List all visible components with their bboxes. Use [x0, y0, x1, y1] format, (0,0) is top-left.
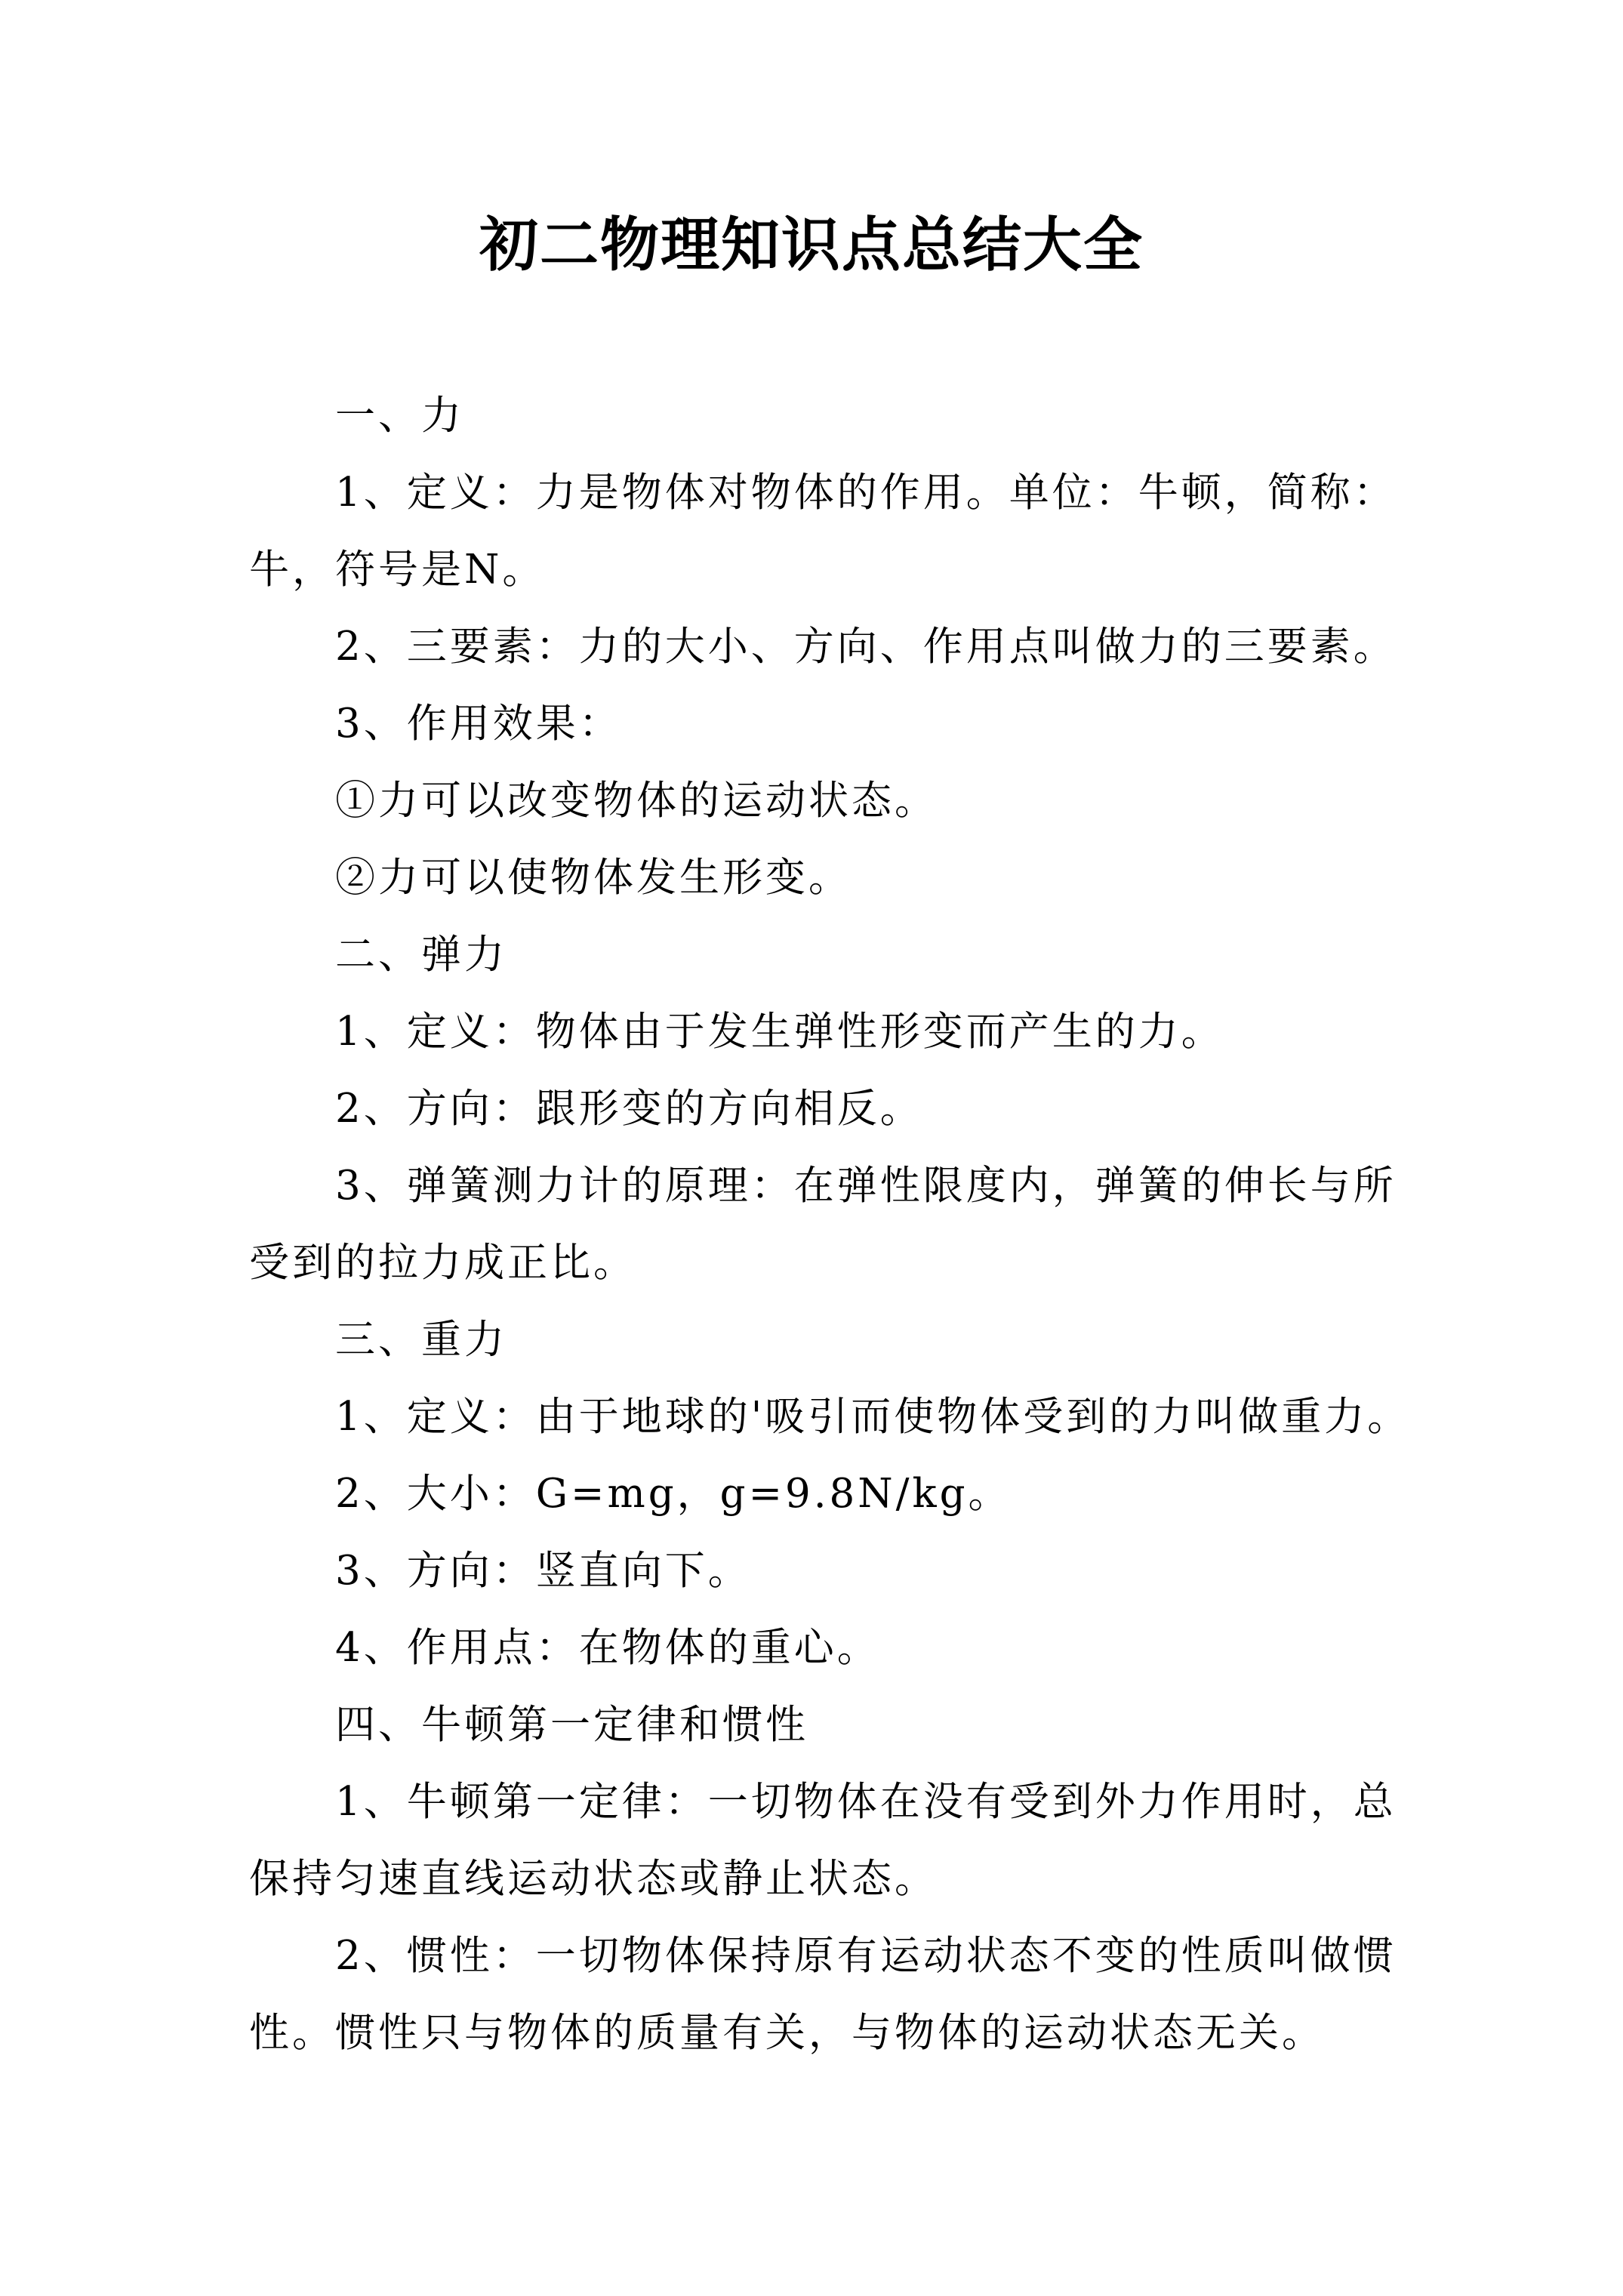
paragraph-force-three-elements: 2、三要素：力的大小、方向、作用点叫做力的三要素。	[335, 624, 1397, 670]
section-heading-force: 一、力	[335, 393, 464, 439]
paragraph-inertia: 2、惯性：一切物体保持原有运动状态不变的性质叫做惯性。惯性只与物体的质量有关，与物体的运动状态无关。	[249, 1933, 1397, 2056]
paragraph-elastic-definition: 1、定义：物体由于发生弹性形变而产生的力。	[335, 1009, 1224, 1055]
section-heading-elastic-force: 二、弹力	[335, 932, 507, 978]
document-title: 初二物理知识点总结大全	[479, 211, 1144, 279]
paragraph-force-effect-2: ②力可以使物体发生形变。	[335, 855, 852, 901]
document-body	[249, 378, 1412, 2072]
paragraph-force-effect-1: ①力可以改变物体的运动状态。	[335, 778, 938, 824]
paragraph-gravity-point: 4、作用点：在物体的重心。	[335, 1625, 880, 1671]
section-heading-newton-first-law: 四、牛顿第一定律和惯性	[335, 1702, 808, 1748]
paragraph-force-definition: 1、定义：力是物体对物体的作用。单位：牛顿，简称：牛，符号是N。	[249, 470, 1397, 593]
paragraph-gravity-definition: 1、定义：由于地球的'吸引而使物体受到的力叫做重力。	[335, 1394, 1411, 1440]
section-heading-gravity: 三、重力	[335, 1317, 507, 1363]
paragraph-newton-first-law: 1、牛顿第一定律：一切物体在没有受到外力作用时，总保持匀速直线运动状态或静止状态。	[249, 1779, 1397, 1902]
paragraph-gravity-magnitude: 2、大小：G=mg，g=9.8N/kg。	[335, 1471, 1012, 1517]
paragraph-force-effects: 3、作用效果：	[335, 701, 622, 747]
paragraph-elastic-direction: 2、方向：跟形变的方向相反。	[335, 1086, 923, 1132]
paragraph-gravity-direction: 3、方向：竖直向下。	[335, 1548, 751, 1594]
paragraph-spring-scale-principle: 3、弹簧测力计的原理：在弹性限度内，弹簧的伸长与所受到的拉力成正比。	[249, 1163, 1397, 1286]
